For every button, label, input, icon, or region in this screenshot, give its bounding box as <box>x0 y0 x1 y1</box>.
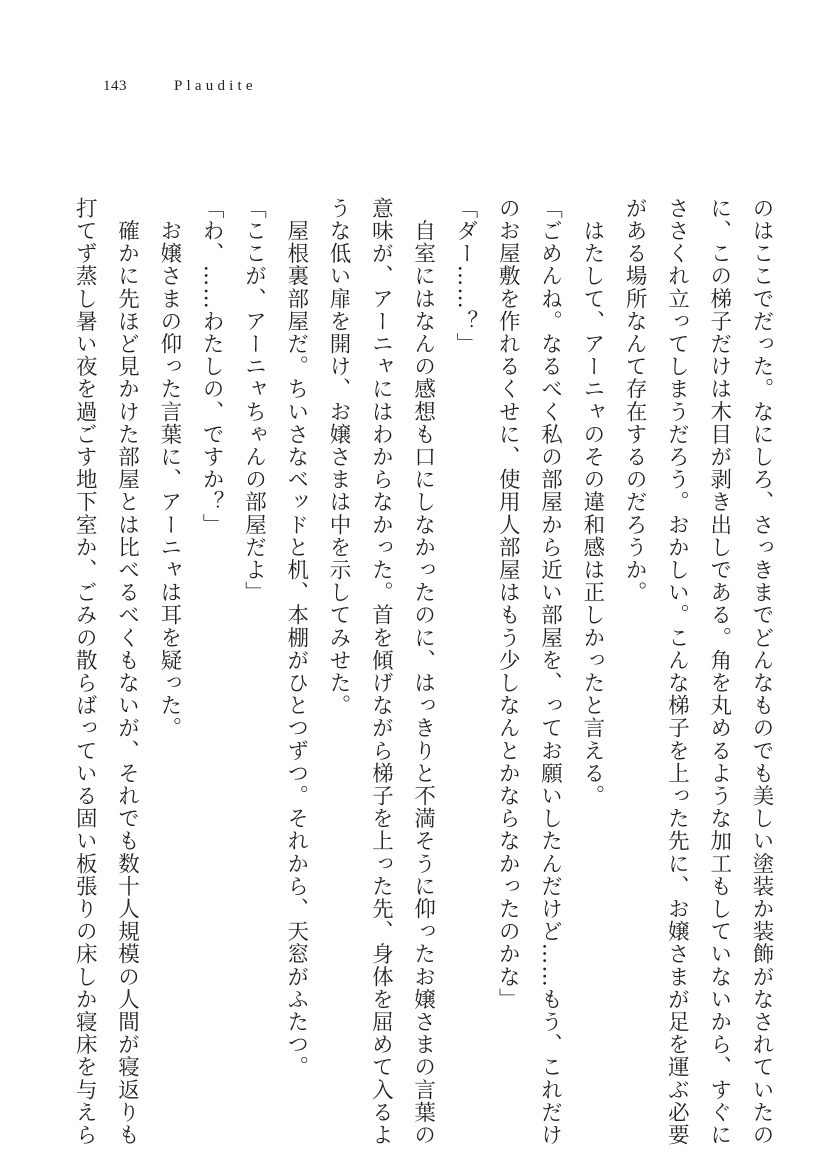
text-line: 意味が、アーニャにはわからなかった。首を傾げながら梯子を上った先、身体を屈めて入るよ <box>368 197 394 1147</box>
book-title: Plaudite <box>174 78 257 94</box>
text-line: 確かに先ほど見かけた部屋とは比べるべくもないが、それでも数十人規模の人間が寝返りも <box>114 197 140 1147</box>
text-line: ささくれ立ってしまうだろう。おかしい。こんな梯子を上った先に、お嬢さまが足を運ぶ必要 <box>664 197 690 1147</box>
text-line: 打てず蒸し暑い夜を過ごす地下室か、ごみの散らばっている固い板張りの床しか寝床を与えら <box>72 197 98 1147</box>
running-header <box>103 78 257 102</box>
vertical-body-text <box>63 197 782 1147</box>
text-line: のお屋敷を作れるくせに、使用人部屋はもう少しなんとかならなかったのかな」 <box>495 197 521 1011</box>
text-line: うな低い扉を開け、お嬢さまは中を示してみせた。 <box>326 197 352 717</box>
text-line: お嬢さまの仰った言葉に、アーニャは耳を疑った。 <box>156 197 182 740</box>
text-line: がある場所なんて存在するのだろうか。 <box>622 197 648 604</box>
text-line: 「ダー……？」 <box>452 197 478 356</box>
text-line: 「ごめんね。なるべく私の部屋から近い部屋を、ってお願いしたんだけど……もう、これだけ <box>537 197 563 1147</box>
text-line: 「ここが、アーニャちゃんの部屋だよ」 <box>241 197 267 604</box>
text-line: 屋根裏部屋だ。ちいさなベッドと机、本棚がひとつずつ。それから、天窓がふたつ。 <box>283 197 309 1079</box>
text-line: に、この梯子だけは木目が剥き出しである。角を丸めるような加工もしていないから、すぐに <box>706 197 732 1147</box>
page-number: 143 <box>103 78 127 94</box>
text-line: のはここでだった。なにしろ、さっきまでどんなものでも美しい塗装か装飾がなされていたの <box>749 197 774 1147</box>
text-line: はたして、アーニャのその違和感は正しかったと言える。 <box>579 197 605 808</box>
text-line: 「わ、……わたしの、ですか？」 <box>199 197 225 536</box>
text-line: 自室にはなんの感想も口にしなかったのに、はっきりと不満そうに仰ったお嬢さまの言葉の <box>410 197 436 1147</box>
